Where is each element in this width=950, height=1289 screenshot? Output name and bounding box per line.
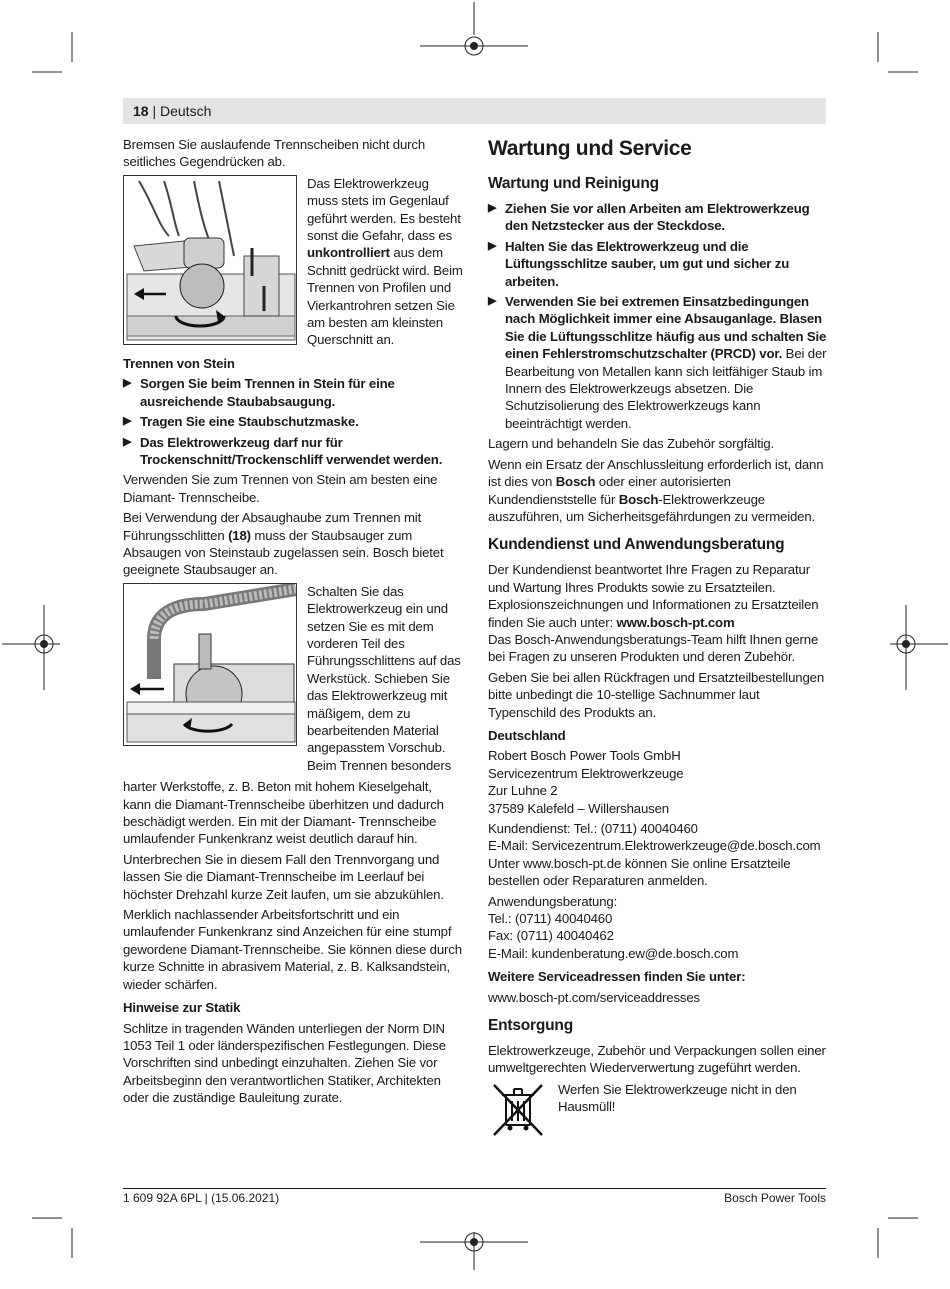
- figure-row-1: [123, 175, 463, 349]
- static-paragraph: Schlitze in tragenden Wänden unterliegen der Norm DIN 1053 Teil 1 oder länderspezifischen Festlegungen. Diese Vorschriften sind unbedingt einzuhalten. Ziehen Sie vor Arbeitsbeginn den verantwortlichen Statiker, Architekten oder die zuständige Bauleitung zurate.: [123, 1020, 446, 1106]
- maint-p2-a: Wenn ein Ersatz der Anschlussleitung erforderlich ist, dann ist dies von: [488, 456, 824, 490]
- maint-bullet-1-text: Ziehen Sie vor allen Arbeiten am Elektrowerkzeug den Netzstecker aus der Steckdose.: [505, 201, 810, 234]
- stone-paragraph-2: [123, 509, 463, 579]
- fig1-text-b: aus dem Schnitt gedrückt wird. Beim Trennen von Profilen und Vierkantrohren setzen Sie am besten am kleinsten Querschnitt an.: [307, 245, 463, 348]
- stone-paragraph-3: harter Werkstoffe, z. B. Beton mit hohem Kieselgehalt, kann die Diamant-Trennscheibe überhitzen und dadurch beschädigt werden. Ein mit der Diamant- Trennscheibe umlaufender Funkenkranz weist deutlich darauf hin.: [123, 779, 444, 847]
- stone-bullet-2-text: Tragen Sie eine Staubschutzmaske.: [140, 414, 359, 430]
- fig1-text-a: Das Elektrowerkzeug muss stets im Gegenlauf geführt werden. Es besteht sonst die Gefahr, dass es: [307, 175, 461, 244]
- maint-p2-d: -Elektrowerkzeuge auszuführen, um Sicherheitsgefährdungen zu vermeiden.: [488, 491, 816, 524]
- contact-line: Fax: (0711) 40040462: [488, 928, 614, 944]
- stone-bullet-1-text: Sorgen Sie beim Trennen in Stein für eine ausreichende Staubabsaugung.: [140, 376, 395, 409]
- footer-rule: [123, 1188, 826, 1189]
- more-addresses-url[interactable]: www.bosch-pt.com/serviceaddresses: [488, 989, 700, 1005]
- contact-line: Unter www.bosch-pt.de können Sie online Ersatzteile bestellen oder Reparaturen anmelden.: [488, 855, 791, 889]
- figure-1-caption: [307, 175, 463, 349]
- page-number: 18: [133, 103, 149, 119]
- angle-grinder-cutting-drawing: [124, 176, 297, 345]
- stone-bullet-1: [123, 375, 463, 410]
- service-p1-a: Der Kundendienst beantwortet Ihre Fragen zu Reparatur und Wartung Ihres Produkts sowie zu Ersatzteilen. Explosionszeichnungen und Informationen zu Ersatzteilen finden Sie auch unter:: [488, 562, 819, 630]
- more-addresses-heading: Weitere Serviceadressen finden Sie unter:: [488, 969, 746, 985]
- contact-line: Anwendungsberatung:: [488, 893, 618, 909]
- disposal-heading: Entsorgung: [488, 1017, 573, 1035]
- bullet-arrow-icon: ▶: [123, 377, 132, 390]
- maintenance-heading: Wartung und Reinigung: [488, 175, 659, 192]
- figure-row-2: [123, 583, 463, 774]
- maint-paragraph-1: Lagern und behandeln Sie das Zubehör sorgfältig.: [488, 436, 775, 452]
- stone-p2-bold: (18): [228, 527, 251, 543]
- stone-bullet-3-text: Das Elektrowerkzeug darf nur für Trockenschnitt/Trockenschliff verwendet werden.: [140, 434, 443, 467]
- maint-p2-bosch-2: Bosch: [618, 491, 659, 507]
- maint-p2-c: oder einer autorisierten Kundendienststelle für: [488, 474, 731, 507]
- footer-doc-number: 1 609 92A 6PL | (15.06.2021): [123, 1191, 280, 1205]
- service-heading: Kundendienst und Anwendungsberatung: [488, 536, 785, 554]
- fig1-text-bold: unkontrolliert: [307, 245, 390, 261]
- stone-p2-b: muss der Staubsauger zum Absaugen von Steinstaub zugelassen sein. Bosch bietet geeignete Staubsauger an.: [123, 527, 444, 578]
- stone-p2-a: Bei Verwendung der Absaughaube zum Trennen mit Führungsschlitten: [123, 510, 422, 543]
- dust-extraction-illustration: [123, 583, 297, 746]
- maint-paragraph-2: [488, 456, 828, 526]
- address-line: 37589 Kalefeld – Willershausen: [488, 800, 669, 816]
- service-paragraph-2: Das Bosch-Anwendungsberatungs-Team hilft Ihnen gerne bei Fragen zu unseren Produkten und deren Zubehör.: [488, 631, 819, 665]
- right-column: [488, 136, 828, 1141]
- bullet-arrow-icon: ▶: [123, 435, 132, 448]
- maint-bullet-3-bold: Verwenden Sie bei extremen Einsatzbedingungen nach Möglichkeit immer eine Absauganlage. Blasen Sie die Lüftungsschlitze häufig aus und schalten Sie einen Fehlerstromschutzschalter (PRCD) vor.: [505, 294, 827, 362]
- address-line: Robert Bosch Power Tools GmbH: [488, 748, 681, 764]
- left-column: [123, 136, 463, 1110]
- contact-line: Kundendienst: Tel.: (0711) 40040460: [488, 821, 698, 836]
- maint-p2-bosch-1: Bosch: [555, 474, 596, 490]
- crossed-out-bin-icon: [488, 1081, 558, 1141]
- bullet-arrow-icon: ▶: [488, 202, 497, 214]
- footer-brand: Bosch Power Tools: [724, 1191, 826, 1205]
- section-title: Wartung und Service: [488, 137, 692, 160]
- section-label: Deutsch: [160, 103, 212, 119]
- contact-line: Tel.: (0711) 40040460: [488, 911, 613, 927]
- guide-carriage-drawing: [124, 584, 297, 746]
- maint-bullet-3-normal: Bei der Bearbeitung von Metallen kann sich leitfähiger Staub im Innern des Elektrowerkzeugs absetzen. Die Schutzisolierung des Elektrowerkzeugs kann beeinträchtigt werden.: [505, 346, 827, 431]
- service-paragraph-1: [488, 561, 828, 631]
- contact-block-1: [488, 820, 828, 890]
- static-heading: Hinweise zur Statik: [123, 1000, 241, 1016]
- service-url-link[interactable]: www.bosch-pt.com: [616, 614, 735, 630]
- address-block: [488, 747, 828, 817]
- intro-paragraph: Bremsen Sie auslaufende Trennscheiben nicht durch seitliches Gegendrücken ab.: [123, 137, 426, 170]
- address-line: Servicezentrum Elektrowerkzeuge: [488, 765, 684, 781]
- stone-paragraph-1: Verwenden Sie zum Trennen von Stein am besten eine Diamant- Trennscheibe.: [123, 472, 438, 505]
- contact-block-2: [488, 893, 828, 963]
- disposal-note: Werfen Sie Elektrowerkzeuge nicht in den Hausmüll!: [558, 1081, 797, 1115]
- fig2-text: Schalten Sie das Elektrowerkzeug ein und setzen Sie es mit dem vorderen Teil des Führungsschlittens auf das Werkstück. Schieben Sie das Elektrowerkzeug mit mäßigem, dem zu bearbeitenden Material angepasstem Vorschub.: [307, 583, 461, 756]
- maint-bullet-1: [488, 200, 828, 235]
- contact-line: E-Mail: kundenberatung.ew@de.bosch.com: [488, 945, 739, 961]
- stone-paragraph-4: Unterbrechen Sie in diesem Fall den Trennvorgang und lassen Sie die Diamant-Trennscheibe im Leerlauf bei höchster Drehzahl kurze Zeit laufen, um sie abzukühlen.: [123, 851, 444, 902]
- contact-line: E-Mail: Servicezentrum.Elektrowerkzeuge@de.bosch.com: [488, 838, 821, 854]
- service-paragraph-3: Geben Sie bei allen Rückfragen und Ersatzteilbestellungen bitte unbedingt die 10-stellige Sachnummer laut Typenschild des Produkts an.: [488, 669, 825, 720]
- page-header: 18 | Deutsch: [133, 103, 212, 119]
- country-heading: Deutschland: [488, 727, 566, 743]
- stone-paragraph-5: Merklich nachlassender Arbeitsfortschritt und ein umlaufender Funkenkranz sind Anzeichen für eine stumpf gewordene Diamant-Trennscheibe. Sie können diese durch kurze Schnitte in abrasivem Material, z. B. Kalksandstein, wieder schärfen.: [123, 907, 462, 992]
- bullet-arrow-icon: ▶: [488, 239, 497, 252]
- stone-bullet-3: [123, 434, 463, 469]
- header-bar: [123, 98, 826, 124]
- cutting-direction-illustration: [123, 175, 297, 345]
- maint-bullet-2-text: Halten Sie das Elektrowerkzeug und die Lüftungsschlitze sauber, um gut und sicher zu arbeiten.: [505, 238, 790, 289]
- fig2-tail: Beim Trennen besonders: [307, 757, 452, 773]
- stone-heading: Trennen von Stein: [123, 355, 235, 371]
- stone-bullet-2: [123, 413, 463, 430]
- maint-bullet-2: [488, 238, 828, 290]
- bullet-arrow-icon: ▶: [123, 415, 132, 428]
- address-line: Zur Luhne 2: [488, 783, 558, 799]
- maint-bullet-3: [488, 293, 828, 432]
- disposal-note-row: [488, 1081, 828, 1141]
- figure-2-caption: [307, 583, 463, 774]
- disposal-paragraph: Elektrowerkzeuge, Zubehör und Verpackungen sollen einer umweltgerechten Wiederverwertung zugeführt werden.: [488, 1043, 826, 1076]
- bullet-arrow-icon: ▶: [488, 295, 497, 308]
